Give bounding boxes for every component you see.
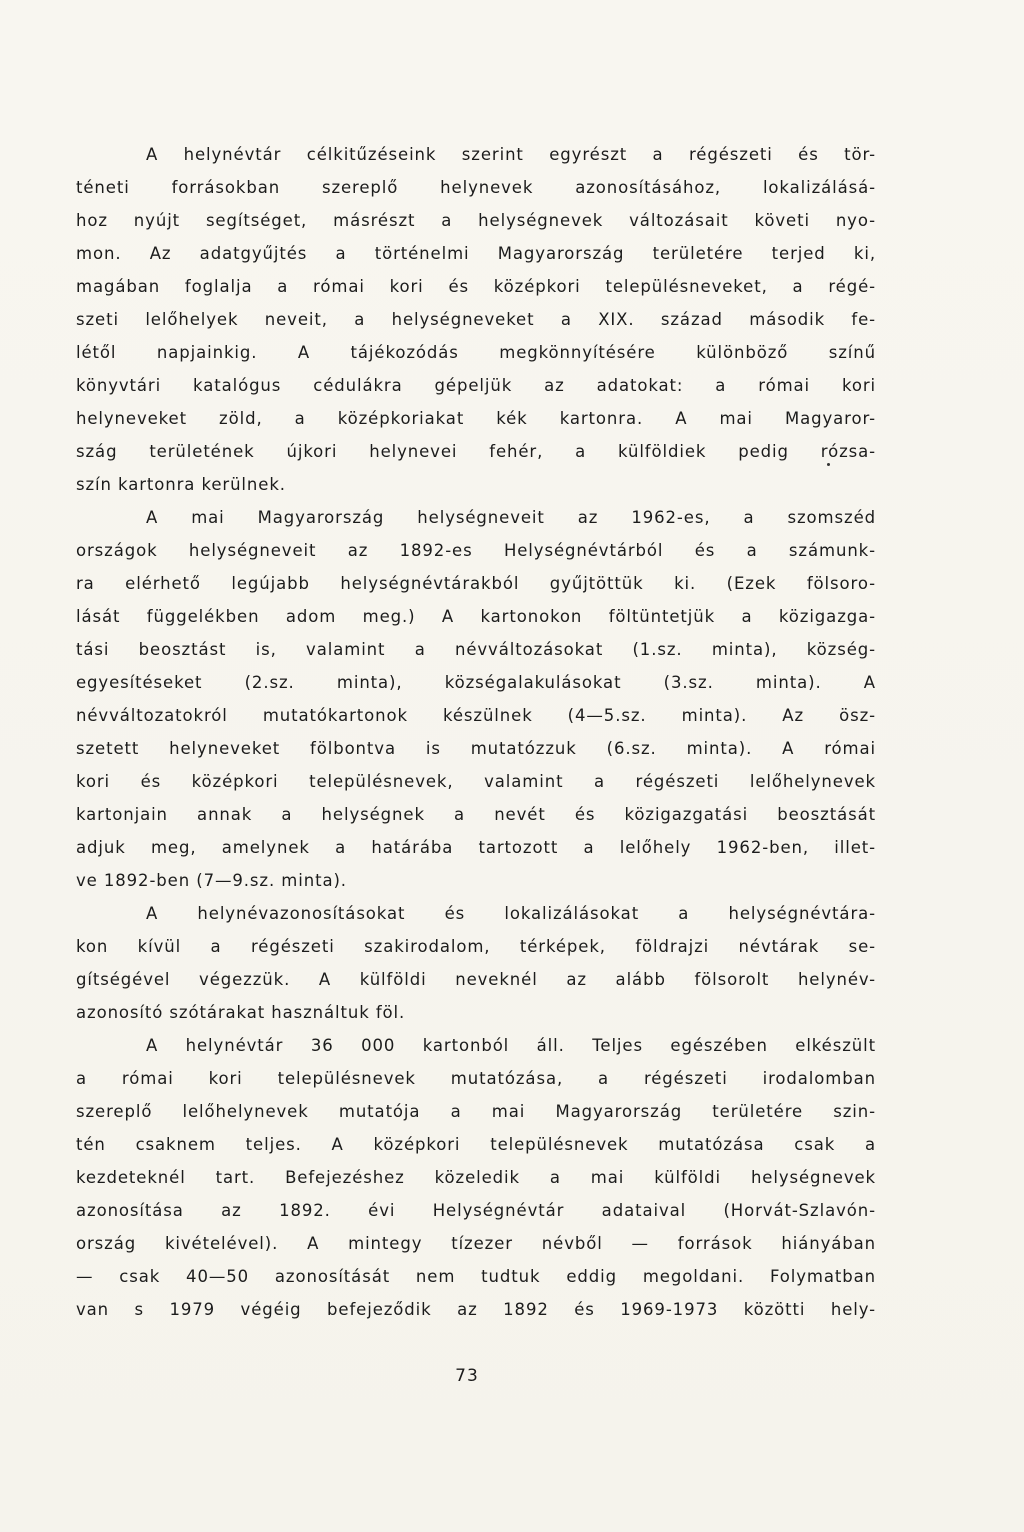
text-line: ország kivételével). A mintegy tízezer névből — források hiányában — [76, 1234, 876, 1253]
text-line: — csak 40—50 azonosítását nem tudtuk eddig megoldani. Folymatban — [76, 1267, 876, 1286]
text-line: tási beosztást is, valamint a névváltozásokat (1.sz. minta), község- — [76, 640, 876, 659]
text-line: országok helységneveit az 1892-es Helységnévtárból és a számunk- — [76, 541, 876, 560]
text-line: A helynévazonosításokat és lokalizálásokat a helységnévtára- — [146, 904, 876, 923]
text-line: adjuk meg, amelynek a határába tartozott a lelőhely 1962-ben, illet- — [76, 838, 876, 857]
text-line: ve 1892-ben (7—9.sz. minta). — [76, 871, 347, 890]
text-line: magában foglalja a római kori és középkori településneveket, a régé- — [76, 277, 876, 296]
text-line: kezdeteknél tart. Befejezéshez közeledik a mai külföldi helységnevek — [76, 1168, 876, 1187]
text-line: hoz nyújt segítséget, másrészt a helységnevek változásait követi nyo- — [76, 211, 876, 230]
text-line: létől napjainkig. A tájékozódás megkönnyítésére különböző színű — [76, 343, 876, 362]
text-line: kon kívül a régészeti szakirodalom, térképek, földrajzi névtárak se- — [76, 937, 876, 956]
text-line: könyvtári katalógus cédulákra gépeljük az adatokat: a római kori — [76, 376, 876, 395]
body-text — [76, 138, 876, 1326]
text-line: kartonjain annak a helységnek a nevét és közigazgatási beosztását — [76, 805, 876, 824]
text-line: szeti lelőhelyek neveit, a helységneveket a XIX. század második fe- — [76, 310, 876, 329]
text-line: A helynévtár 36 000 kartonból áll. Teljes egészében elkészült — [146, 1036, 876, 1055]
text-line: kori és középkori településnevek, valamint a régészeti lelőhelynevek — [76, 772, 876, 791]
text-line: azonosítása az 1892. évi Helységnévtár adataival (Horvát-Szlavón- — [76, 1201, 876, 1220]
text-line: helyneveket zöld, a középkoriakat kék kartonra. A mai Magyaror- — [76, 409, 876, 428]
text-line: azonosító szótárakat használtuk föl. — [76, 1003, 406, 1022]
text-line: A mai Magyarország helységneveit az 1962-es, a szomszéd — [146, 508, 876, 527]
paragraph-2 — [76, 501, 876, 897]
text-line: téneti forrásokban szereplő helynevek azonosításához, lokalizálásá- — [76, 178, 876, 197]
text-line: névváltozatokról mutatókartonok készülnek (4—5.sz. minta). Az ösz- — [76, 706, 876, 725]
text-line: szín kartonra kerülnek. — [76, 475, 286, 494]
text-line: tén csaknem teljes. A középkori településnevek mutatózása csak a — [76, 1135, 876, 1154]
text-line: szág területének újkori helynevei fehér, a külföldiek pedig rózsa- — [76, 442, 876, 461]
paragraph-3 — [76, 897, 876, 1029]
text-line: szereplő lelőhelynevek mutatója a mai Magyarország területére szin- — [76, 1102, 876, 1121]
text-line: a római kori településnevek mutatózása, a régészeti irodalomban — [76, 1069, 876, 1088]
text-line: gítségével végezzük. A külföldi neveknél az alább fölsorolt helynév- — [76, 970, 876, 989]
paragraph-4 — [76, 1029, 876, 1326]
text-line: mon. Az adatgyűjtés a történelmi Magyarország területére terjed ki, — [76, 244, 876, 263]
text-line: A helynévtár célkitűzéseink szerint egyrészt a régészeti és tör- — [146, 145, 876, 164]
text-line: van s 1979 végéig befejeződik az 1892 és 1969-1973 közötti hely- — [76, 1300, 876, 1319]
text-line: ra elérhető legújabb helységnévtárakból gyűjtöttük ki. (Ezek fölsoro- — [76, 574, 876, 593]
ink-speck — [827, 463, 830, 466]
text-line: egyesítéseket (2.sz. minta), községalakulásokat (3.sz. minta). A — [76, 673, 876, 692]
text-line: lását függelékben adom meg.) A kartonokon föltüntetjük a közigazga- — [76, 607, 876, 626]
page-number: 73 — [455, 1366, 479, 1386]
paragraph-1 — [76, 138, 876, 501]
text-line: szetett helyneveket fölbontva is mutatózzuk (6.sz. minta). A római — [76, 739, 876, 758]
